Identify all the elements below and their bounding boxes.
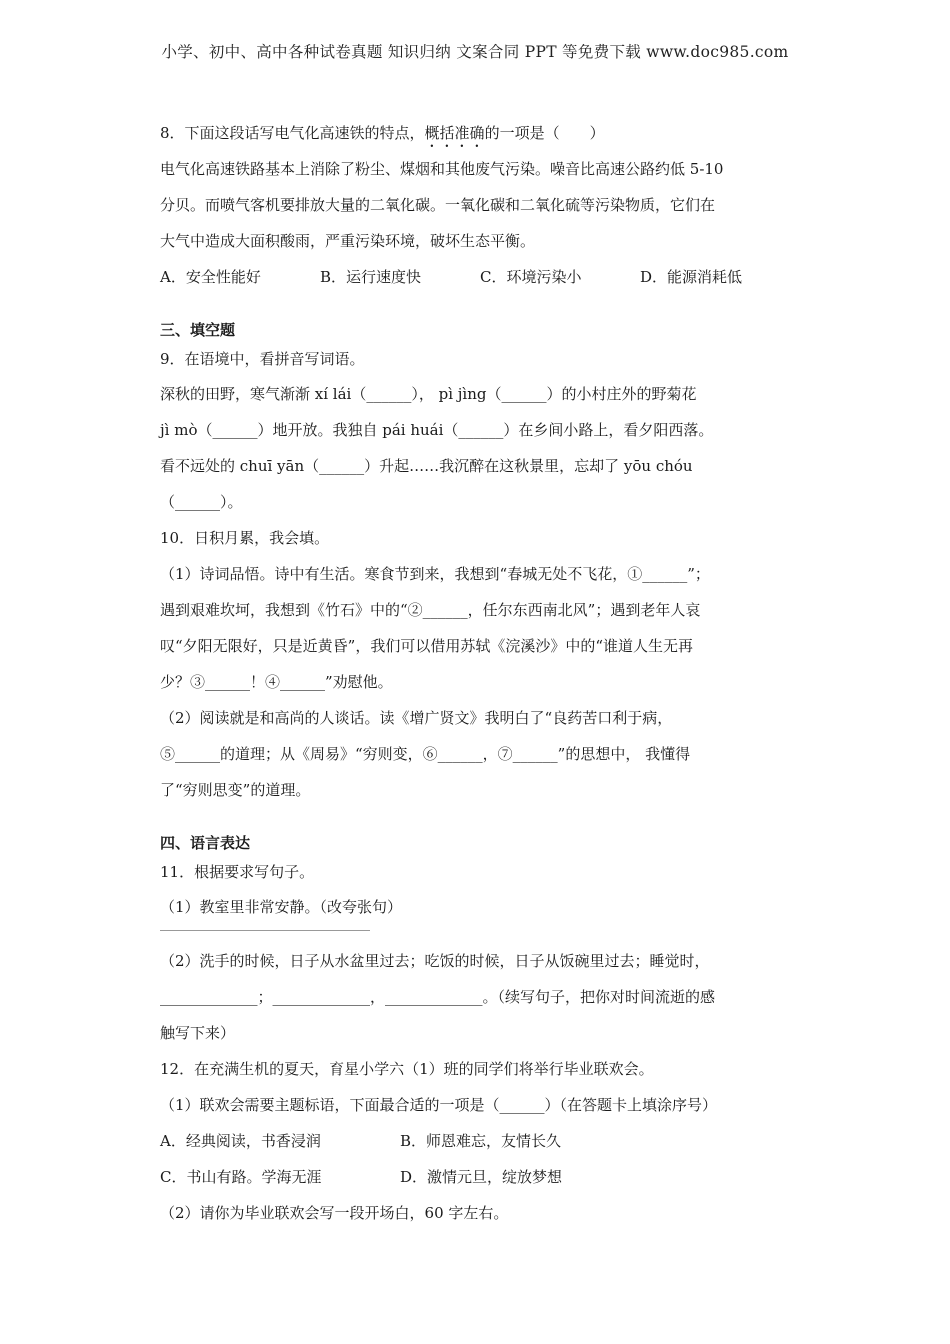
q9-line: jì mò（______）地开放。我独自 pái huái（______）在乡间小路上，看夕阳西落。 [160,421,714,439]
q8-stem-post: 的一项是（ ） [484,124,605,142]
q8-option-c[interactable]: C．环境污染小 [480,268,582,286]
q11-part2-line: _____________；_____________，_____________。（续写句子，把你对时间流逝的感 [160,988,716,1006]
q11-stem: 11．根据要求写句子。 [160,863,315,881]
q8-option-a[interactable]: A．安全性能好 [160,268,261,286]
q9-line: 深秋的田野，寒气渐渐 xí lái（______）， pì jìng（______）的小村庄外的野菊花 [160,385,697,403]
q9-line: 看不远处的 chuī yān（______）升起……我沉醉在这秋景里，忘却了 yōu chóu [160,457,693,475]
q8-passage-line: 分贝。而喷气客机要排放大量的二氧化碳。一氧化碳和二氧化硫等污染物质，它们在 [160,196,716,214]
q12-option-d[interactable]: D．激情元旦，绽放梦想 [400,1168,563,1186]
q10-line: 遇到艰难坎坷，我想到《竹石》中的“②______，任尔东西南北风”；遇到老年人哀 [160,601,701,619]
document-body [160,115,800,1231]
q10-line: ⑤______的道理；从《周易》“穷则变，⑥______，⑦______”的思想中， 我懂得 [160,745,691,763]
q8-stem-pre: 8．下面这段话写电气化高速铁的特点， [160,124,425,142]
q8-options [160,259,800,295]
q10-line: 叹“夕阳无限好，只是近黄昏”，我们可以借用苏轼《浣溪沙》中的“谁道人生无再 [160,637,694,655]
q12-options-row1 [160,1123,800,1159]
q8-passage-line: 大气中造成大面积酸雨，严重污染环境，破坏生态平衡。 [160,232,536,250]
q8-option-b[interactable]: B．运行速度快 [320,268,422,286]
q10-line: （1）诗词品悟。诗中有生活。寒食节到来，我想到“春城无处不飞花，①______”； [160,565,710,583]
q10-line: （2）阅读就是和高尚的人谈话。读《增广贤文》我明白了“良药苦口利于病， [160,709,673,727]
q11-part2-line: （2）洗手的时候，日子从水盆里过去；吃饭的时候，日子从饭碗里过去；睡觉时， [160,952,710,970]
q11-part1: （1）教室里非常安静。（改夸张句） [160,898,403,916]
q8-option-d[interactable]: D．能源消耗低 [640,268,743,286]
q11-part2-line: 触写下来） [160,1024,236,1042]
q8-stem [160,115,800,151]
page-header: 小学、初中、高中各种试卷真题 知识归纳 文案合同 PPT 等免费下载 www.doc985.com [161,43,789,61]
q12-option-c[interactable]: C．书山有路。学海无涯 [160,1168,322,1186]
q12-part1: （1）联欢会需要主题标语，下面最合适的一项是（______）（在答题卡上填涂序号） [160,1096,718,1114]
q10-line: 少？③______！④______”劝慰他。 [160,673,393,691]
q10-line: 了“穷则思变”的道理。 [160,781,311,799]
q8-passage-line: 电气化高速铁路基本上消除了粉尘、煤烟和其他废气污染。噪音比高速公路约低 5-10 [160,160,724,178]
section-title-fill-in: 三、填空题 [160,321,236,339]
q12-options-row2 [160,1159,800,1195]
q9-line: （______）。 [160,493,243,511]
q12-part2: （2）请你为毕业联欢会写一段开场白，60 字左右。 [160,1204,509,1222]
section-title-language-expression: 四、语言表达 [160,834,251,852]
q10-stem: 10．日积月累，我会填。 [160,529,330,547]
q12-stem: 12．在充满生机的夏天，育星小学六（1）班的同学们将举行毕业联欢会。 [160,1060,654,1078]
q9-stem: 9．在语境中，看拼音写词语。 [160,350,365,368]
q12-option-a[interactable]: A．经典阅读，书香浸润 [160,1132,321,1150]
q12-option-b[interactable]: B．师恩难忘，友情长久 [400,1132,562,1150]
q8-stem-emphasis: 概括准确 [424,124,485,142]
q11-answer-line[interactable] [160,929,370,931]
